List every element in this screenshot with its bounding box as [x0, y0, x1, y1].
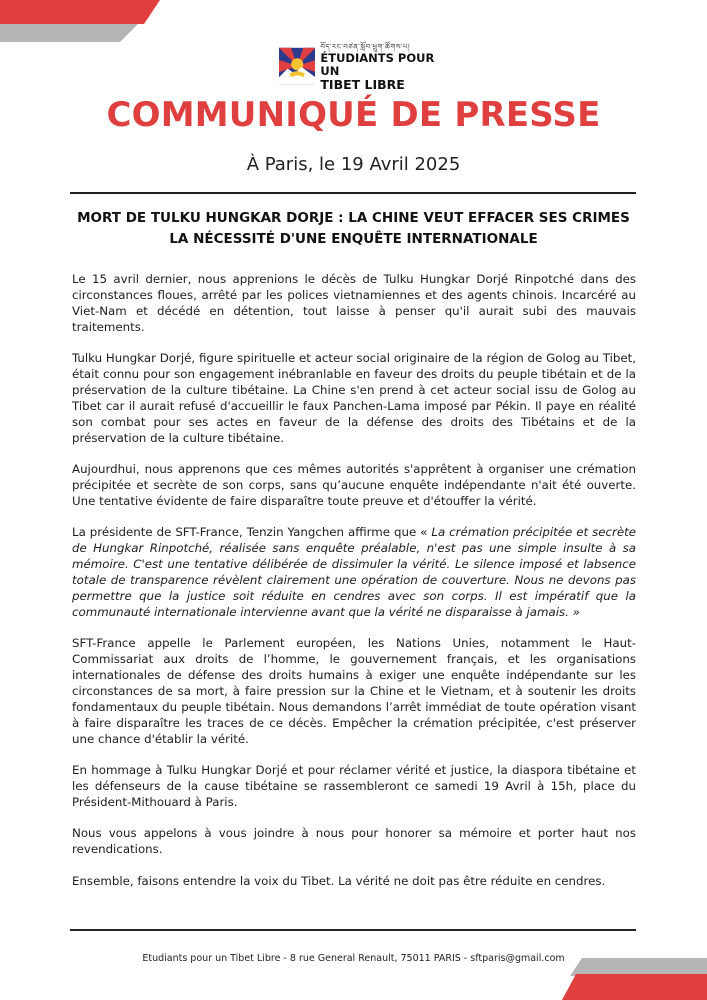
paragraph: En hommage à Tulku Hungkar Dorjé et pour réclamer vérité et justice, la diaspora tibétaine et les défenseurs de la cause tibétaine se rassembleront ce samedi 19 Avril à 15h, place du Président-Mithouard à Paris.: [72, 763, 636, 809]
logo-tibetan-text: བོད་རང་བཙན་སློབ་ཕྲུག་ཚོགས་པ།: [320, 42, 411, 51]
bottom-right-corner-decoration: [562, 958, 707, 1000]
page-title: COMMUNIQUÉ DE PRESSE: [106, 95, 601, 135]
paragraph: Le 15 avril dernier, nous apprenions le décès de Tulku Hungkar Dorjé Rinpotché dans des circonstances floues, arrêté par les polices vietnamiennes et des agents chinois. Incarcéré au Viet-Nam et décédé en détention, tout laisse à penser qu'il aurait subi des mauvais traitements.: [72, 272, 636, 334]
top-left-corner-decoration: [0, 0, 160, 42]
quote-intro: La présidente de SFT-France, Tenzin Yangchen affirme que «: [72, 525, 432, 540]
paragraph: Nous vous appelons à vous joindre à nous pour honorer sa mémoire et porter haut nos revendications.: [72, 826, 636, 857]
paragraph: Aujourdhui, nous apprenons que ces mêmes autorités s'apprêtent à organiser une crémation précipitée et secrète de son corps, sans qu’aucune enquête indépendante n'ait été ouverte. Une tentative évidente de faire disparaître toute preuve et d'étouffer la vérité.: [72, 462, 636, 508]
quote-paragraph: [72, 525, 636, 620]
logo-name-line2: TIBET LIBRE: [320, 76, 405, 92]
sft-logo: [279, 42, 439, 92]
paragraph: SFT-France appelle le Parlement européen, les Nations Unies, notamment le Haut-Commissariat aux droits de l’homme, le gouvernement français, et les organisations internationales de défense des droits humains à exiger une enquête indépendante sur les circonstances de sa mort, à faire pression sur la Chine et le Vietnam, et à soutenir les droits fondamentaux du peuple tibétain. Nous demandons l’arrêt immédiat de toute opération visant à faire disparaître les traces de ce décès. Empêcher la crémation précipitée, c'est préserver une chance d'établir la vérité.: [72, 636, 636, 746]
dateline: À Paris, le 19 Avril 2025: [246, 154, 461, 175]
paragraph: Ensemble, faisons entendre la voix du Tibet. La vérité ne doit pas être réduite en cendres.: [72, 873, 606, 888]
footer-address: Etudiants pour un Tibet Libre - 8 rue General Renault, 75011 PARIS - sftparis@gmail.com: [142, 953, 565, 964]
divider-top: [70, 192, 636, 194]
divider-bottom: [70, 929, 636, 931]
headline-line2: LA NÉCESSITÉ D'UNE ENQUÊTE INTERNATIONALE: [169, 231, 538, 247]
press-release-body: [72, 272, 636, 905]
headline: [60, 208, 647, 250]
quote-text: La crémation précipitée et secrète de Hungkar Rinpotché, réalisée sans enquête préalable, n'est pas une simple insulte à sa mémoire. C'est une tentative délibérée de dissimuler la vérité. Le silence imposé et labsence totale de transparence révèlent clairement une opération de couverture. Nous ne devons pas permettre que la justice soit réduite en cendres avec son corps. Il est impératif que la communauté internationale intervienne avant que la vérité ne disparaisse à jamais. »: [72, 525, 636, 619]
headline-line1: MORT DE TULKU HUNGKAR DORJE : LA CHINE VEUT EFFACER SES CRIMES: [77, 210, 630, 226]
logo-name-line1: ÉTUDIANTS POUR UN: [320, 50, 435, 78]
snow-lion-flag-logo-icon: [279, 45, 315, 87]
paragraph: Tulku Hungkar Dorjé, figure spirituelle et acteur social originaire de la région de Golog au Tibet, était connu pour son engagement inébranlable en faveur des droits du peuple tibétain et de la préservation de la culture tibétaine. La Chine s'en prend à cet acteur social issu de Golog au Tibet car il aurait refusé d'accueillir le faux Panchen-Lama imposé par Pékin. Il paye en réalité son combat pour ses actes en faveur de la défense des droits des Tibétains et de la préservation de la culture tibétaine.: [72, 351, 636, 445]
